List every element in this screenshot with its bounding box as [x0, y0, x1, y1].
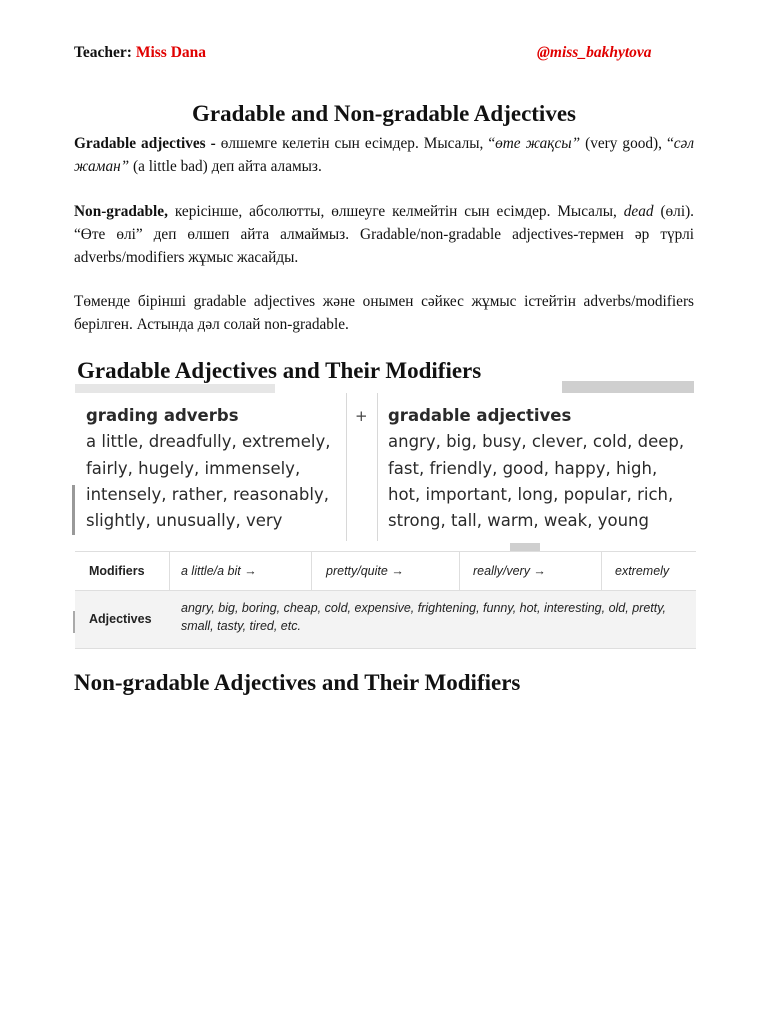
non-gradable-paragraph	[74, 200, 694, 269]
cell-divider	[459, 552, 460, 590]
grading-adverbs-column	[86, 403, 344, 534]
scan-edge-left	[73, 611, 75, 633]
modifiers-table	[75, 551, 696, 649]
gradable-adjectives-line: strong, tall, warm, weak, young	[388, 511, 649, 531]
grading-adverbs-line: intensely, rather, reasonably,	[86, 484, 329, 504]
teacher-label: Teacher:	[74, 44, 132, 61]
example-very-good: өте жақсы”	[495, 135, 581, 152]
cell-divider	[311, 552, 312, 590]
gradable-adjectives-line: fast, friendly, good, happy, high,	[388, 458, 658, 478]
example-little-bad: сәл жаман”	[74, 135, 694, 175]
non-gradable-term: Non-gradable,	[74, 203, 168, 220]
page-title: Gradable and Non-gradable Adjectives	[192, 101, 576, 126]
gradable-term: Gradable adjectives -	[74, 135, 216, 152]
gradable-adjectives-heading: gradable adjectives	[388, 406, 572, 425]
p2-text-b: (өлі). “Өте өлі” деп өлшеп айта алмаймыз. Gradable/non-gradable adjectives-термен әр түрлі adverbs/modifiers жұмыс жасайды.	[74, 203, 694, 266]
section-non-gradable-title: Non-gradable Adjectives and Their Modifiers	[74, 670, 521, 695]
p1-text-b: (very good), “	[580, 135, 674, 152]
teacher-name: Miss Dana	[135, 44, 207, 61]
adjectives-label: Adjectives	[89, 612, 152, 626]
grading-adverbs-line: slightly, unusually, very	[86, 511, 283, 531]
gradable-adjectives-column	[388, 403, 688, 534]
grading-adverbs-heading: grading adverbs	[86, 406, 239, 425]
cell-divider	[169, 552, 170, 590]
modifier-cell: really/very →	[473, 564, 546, 578]
section-gradable-title: Gradable Adjectives and Their Modifiers	[77, 358, 482, 383]
plus-sign: +	[355, 407, 368, 425]
cell-divider	[601, 552, 602, 590]
order-paragraph: Төменде бірінші gradable adjectives және онымен сәйкес жұмыс істейтін adverbs/modifiers берілген. Астында дәл солай non-gradable.	[74, 293, 694, 333]
grading-box	[75, 393, 700, 543]
p2-text-a: керісінше, абсолютты, өлшеуге келмейтін сын есімдер. Мысалы,	[167, 203, 624, 220]
example-dead: dead	[623, 203, 654, 220]
p1-text-c: (a little bad) деп айта аламыз.	[129, 158, 322, 175]
adjectives-list: angry, big, boring, cheap, cold, expensive, frightening, funny, hot, interesting, old, pretty, small, tasty, tired, etc.	[181, 601, 667, 633]
gradable-adjectives-line: hot, important, long, popular, rich,	[388, 484, 674, 504]
scan-shadow-top-left	[75, 384, 275, 393]
modifier-cell: a little/a bit →	[181, 564, 257, 578]
p1-text-a: өлшемге келетін сын есімдер. Мысалы, “	[215, 135, 496, 152]
grading-adverbs-line: a little, dreadfully, extremely,	[86, 432, 331, 452]
scan-shadow-top-right	[562, 381, 692, 393]
instagram-handle: @miss_bakhytova	[537, 44, 652, 61]
column-divider	[346, 393, 347, 541]
adjectives-row	[75, 591, 696, 648]
modifier-cell: pretty/quite →	[326, 564, 404, 578]
grading-adverbs-line: fairly, hugely, immensely,	[86, 458, 301, 478]
gradable-adjectives-line: angry, big, busy, clever, cold, deep,	[388, 432, 685, 452]
modifiers-label: Modifiers	[89, 564, 145, 578]
column-divider	[377, 393, 378, 541]
gradable-paragraph	[74, 132, 694, 178]
modifiers-row	[75, 552, 696, 591]
modifier-cell: extremely	[615, 564, 670, 578]
teacher-line	[74, 44, 206, 62]
